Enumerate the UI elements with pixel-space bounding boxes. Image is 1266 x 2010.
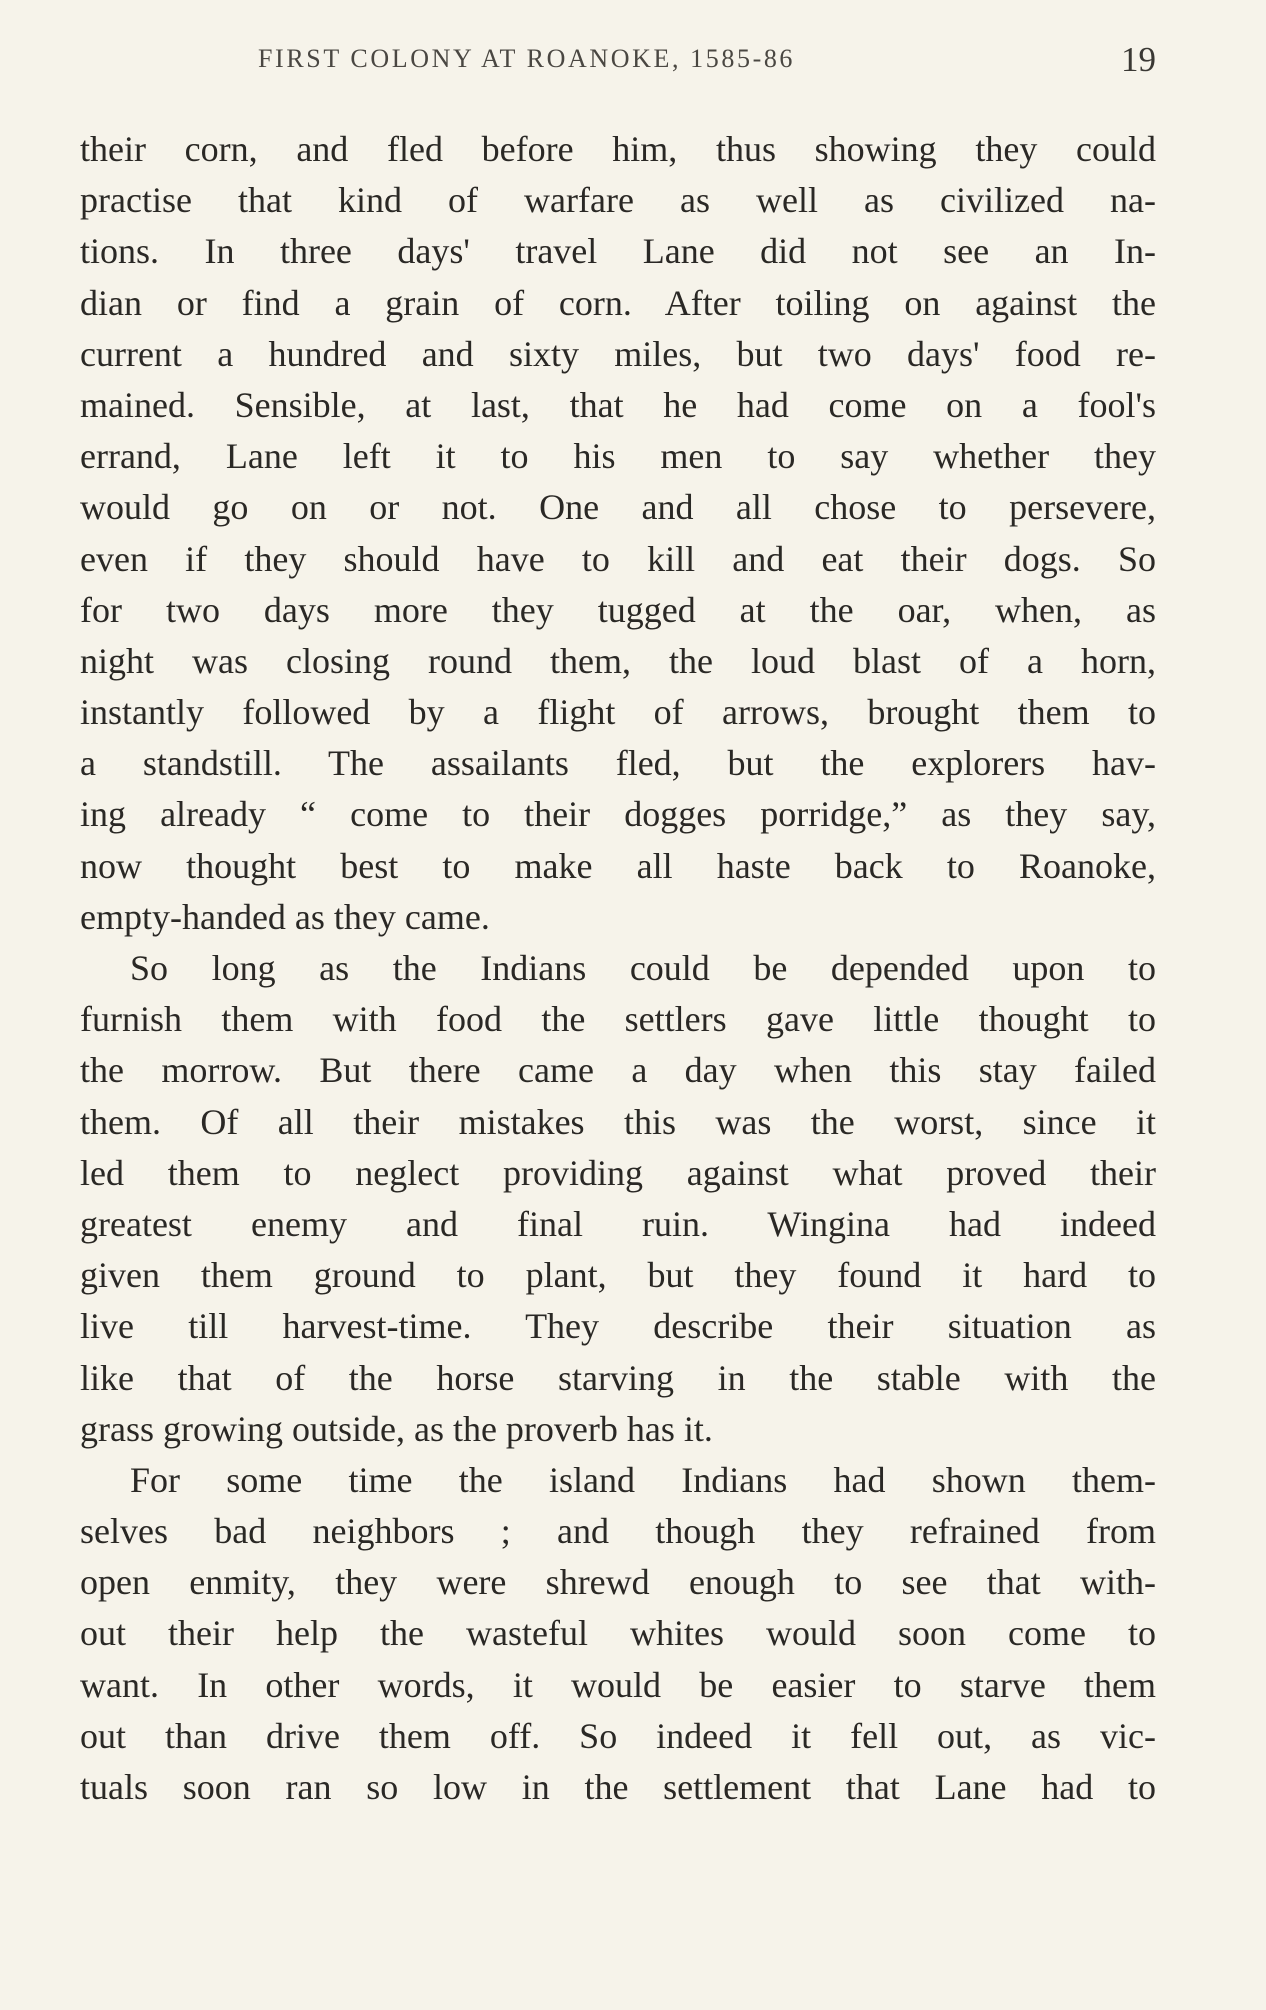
- text-line: greatest enemy and final ruin. Wingina had indeed: [80, 1203, 1156, 1244]
- running-head: FIRST COLONY AT ROANOKE, 1585-86: [258, 44, 796, 73]
- text-line: live till harvest-time. They describe their situation as: [80, 1306, 1156, 1347]
- text-line: like that of the horse starving in the stable with the: [80, 1357, 1156, 1398]
- text-line: open enmity, they were shrewd enough to see that with-: [80, 1562, 1156, 1603]
- body-text: [80, 124, 1156, 1813]
- text-line: practise that kind of warfare as well as civilized na-: [80, 180, 1156, 221]
- paragraph-end-line: empty-handed as they came.: [80, 896, 490, 937]
- text-line: would go on or not. One and all chose to persevere,: [80, 487, 1156, 528]
- text-line: want. In other words, it would be easier to starve them: [80, 1664, 1156, 1705]
- text-line: current a hundred and sixty miles, but two days' food re-: [80, 333, 1156, 374]
- text-line: dian or find a grain of corn. After toiling on against the: [80, 282, 1156, 323]
- text-line: out than drive them off. So indeed it fell out, as vic-: [80, 1715, 1156, 1756]
- page-number: 19: [1121, 40, 1156, 79]
- text-line: their corn, and fled before him, thus showing they could: [80, 129, 1156, 169]
- text-line: errand, Lane left it to his men to say whether they: [80, 436, 1156, 477]
- text-line: tions. In three days' travel Lane did not see an In-: [80, 231, 1156, 272]
- paragraph-start-line: So long as the Indians could be depended upon to: [130, 948, 1156, 988]
- text-line: led them to neglect providing against what proved their: [80, 1152, 1156, 1193]
- text-line: the morrow. But there came a day when this stay failed: [80, 1050, 1156, 1091]
- text-line: given them ground to plant, but they found it hard to: [80, 1255, 1156, 1296]
- text-line: out their help the wasteful whites would soon come to: [80, 1613, 1156, 1654]
- text-line: a standstill. The assailants fled, but the explorers hav-: [80, 743, 1156, 784]
- text-line: them. Of all their mistakes this was the worst, since it: [80, 1101, 1156, 1142]
- text-line: tuals soon ran so low in the settlement that Lane had to: [80, 1767, 1156, 1807]
- paragraph-end-line: grass growing outside, as the proverb has it.: [80, 1408, 713, 1449]
- text-line: instantly followed by a flight of arrows, brought them to: [80, 692, 1156, 733]
- text-line: night was closing round them, the loud blast of a horn,: [80, 640, 1156, 681]
- text-line: even if they should have to kill and eat their dogs. So: [80, 538, 1156, 579]
- text-line: furnish them with food the settlers gave little thought to: [80, 999, 1156, 1040]
- text-line: now thought best to make all haste back to Roanoke,: [80, 845, 1156, 886]
- text-line: ing already “ come to their dogges porridge,” as they say,: [80, 794, 1156, 835]
- text-line: selves bad neighbors ; and though they refrained from: [80, 1511, 1156, 1552]
- page-header: [80, 40, 1156, 90]
- paragraph-start-line: For some time the island Indians had shown them-: [130, 1459, 1156, 1500]
- text-line: for two days more they tugged at the oar, when, as: [80, 589, 1156, 630]
- text-line: mained. Sensible, at last, that he had come on a fool's: [80, 384, 1156, 425]
